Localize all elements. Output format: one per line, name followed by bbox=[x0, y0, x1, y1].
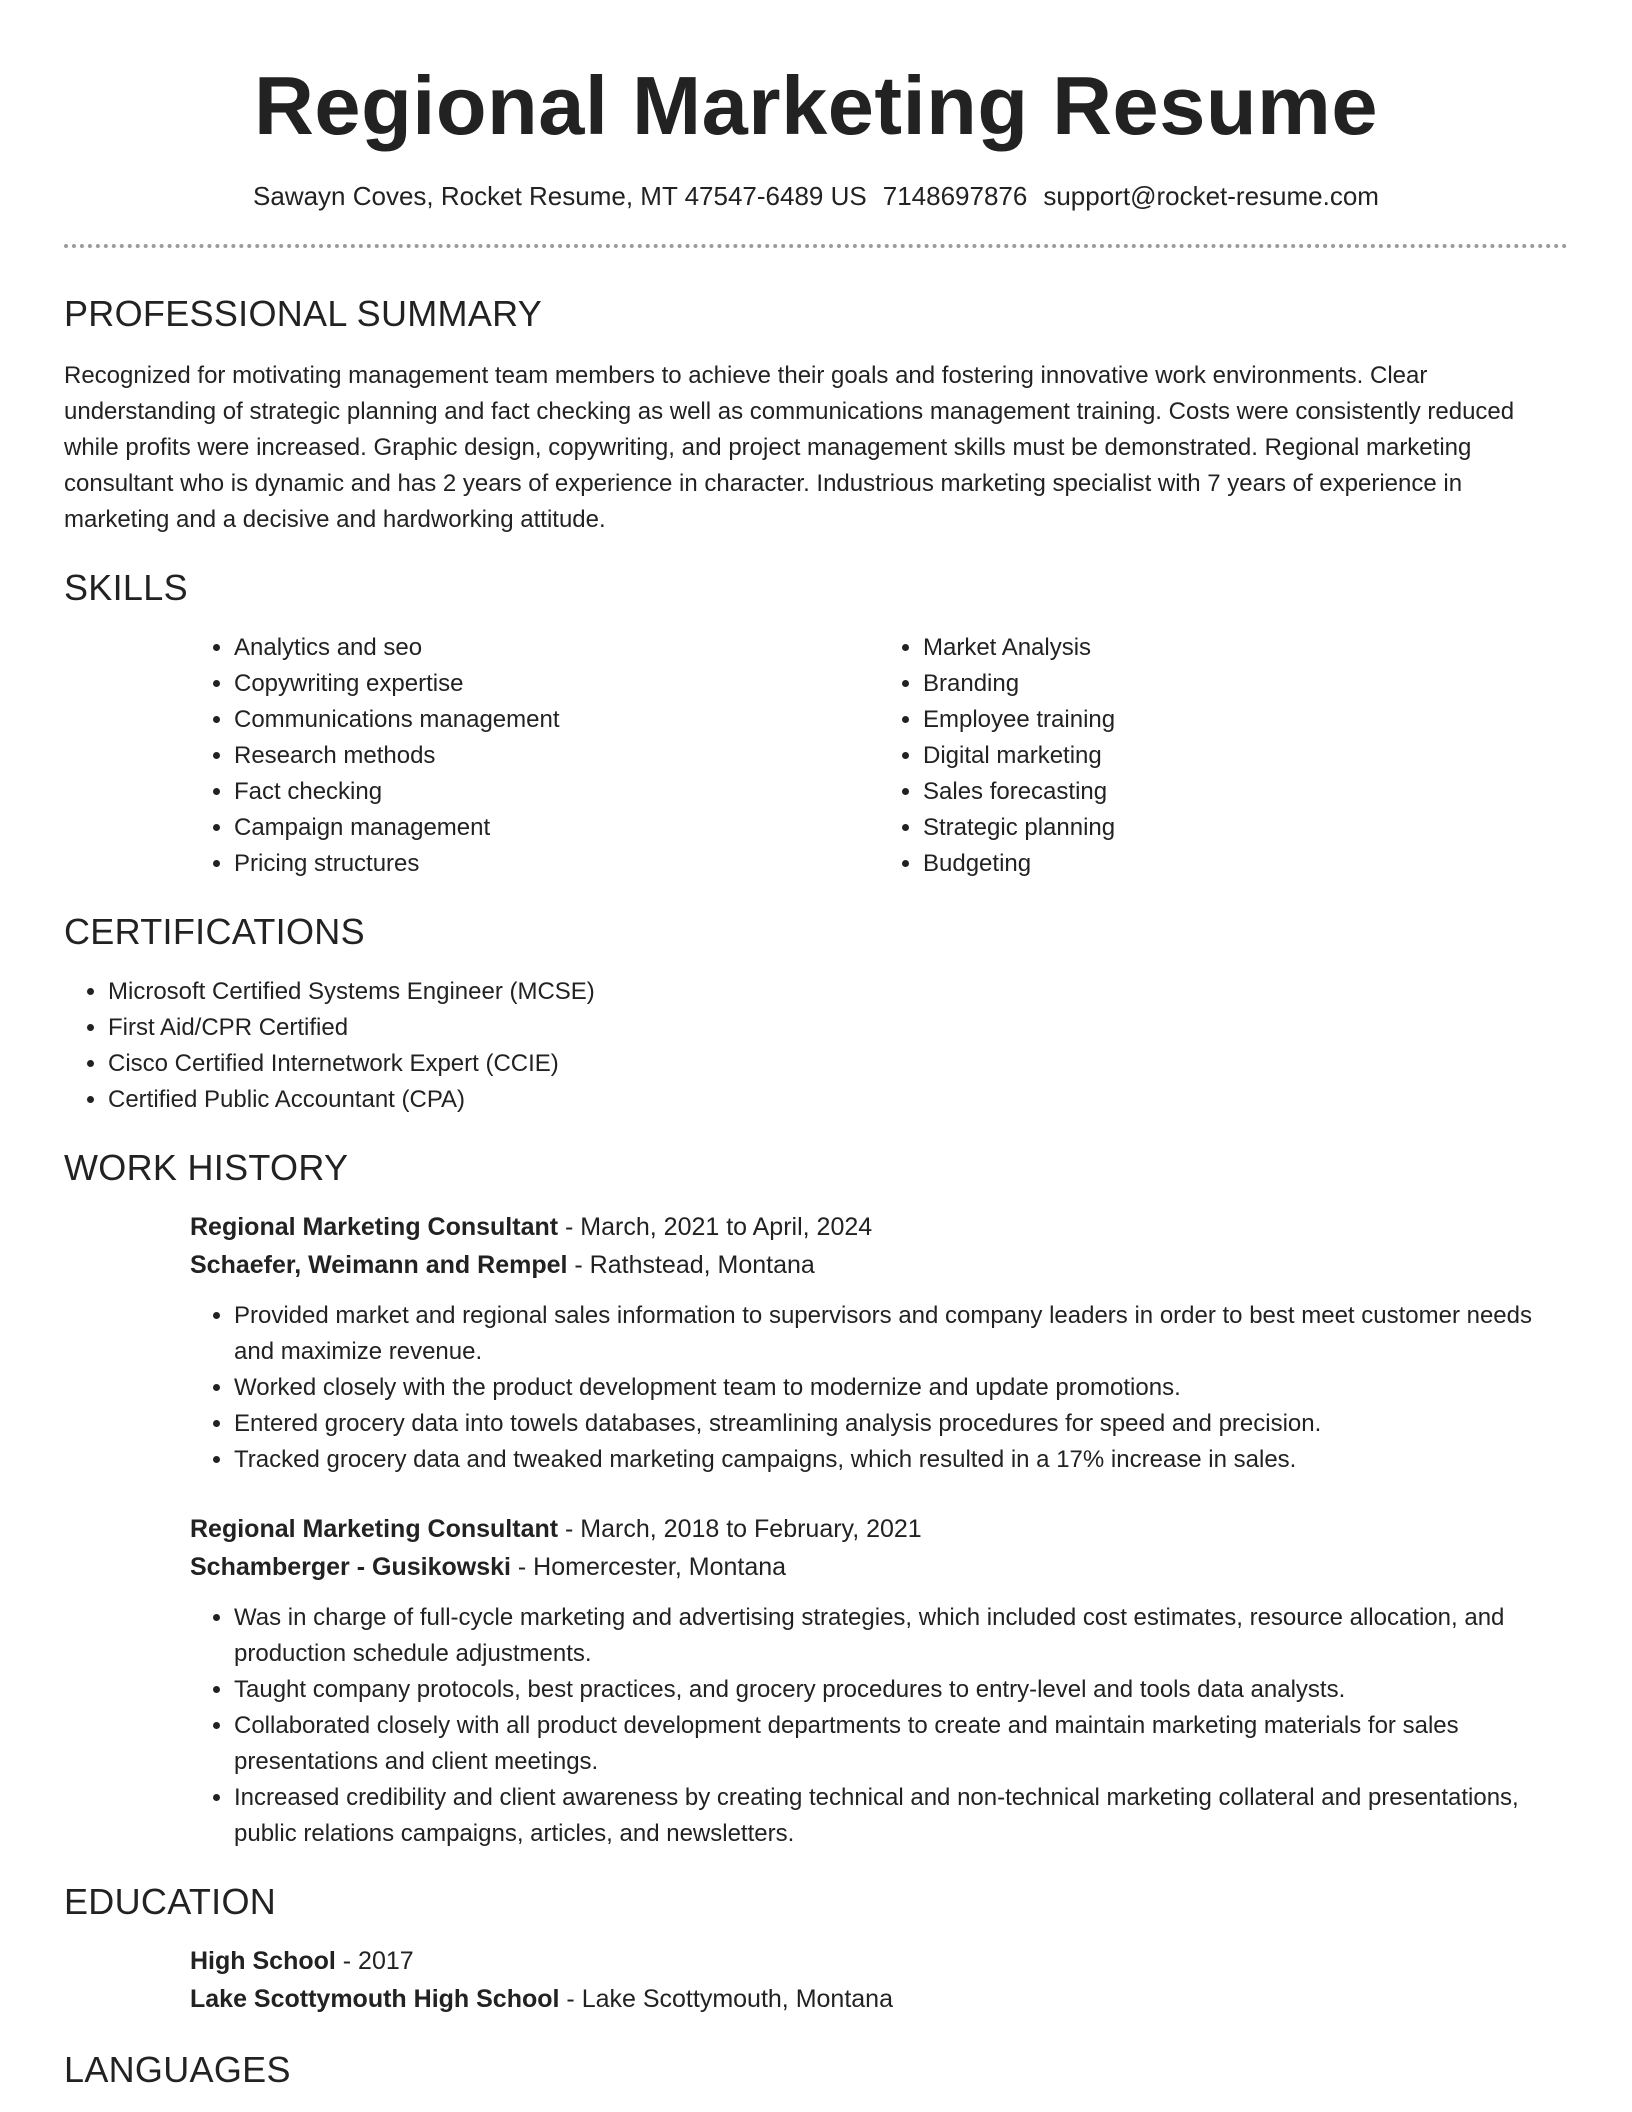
skill-item: • Research methods bbox=[234, 738, 879, 774]
job-company: Schaefer, Weimann and Rempel bbox=[190, 1251, 568, 1279]
certification-item: • Cisco Certified Internetwork Expert (CCIE) bbox=[108, 1046, 1568, 1082]
education-heading: EDUCATION bbox=[64, 1881, 277, 1922]
certification-item: • Microsoft Certified Systems Engineer (MCSE) bbox=[108, 974, 1568, 1010]
header-divider bbox=[64, 244, 1568, 248]
contact-address: Sawayn Coves, Rocket Resume, MT 47547-6489 US bbox=[253, 181, 867, 211]
job-location: - Homercester, Montana bbox=[510, 1553, 787, 1581]
job-company: Schamberger - Gusikowski bbox=[190, 1553, 511, 1581]
work-section bbox=[64, 1146, 1568, 1852]
summary-section bbox=[64, 292, 1568, 538]
education-location: - Lake Scottymouth, Montana bbox=[559, 1985, 893, 2013]
job-dates: - March, 2021 to April, 2024 bbox=[558, 1213, 873, 1241]
skills-section bbox=[64, 566, 1568, 882]
work-heading: WORK HISTORY bbox=[64, 1147, 349, 1188]
job-bullet: • Tracked grocery data and tweaked marketing campaigns, which resulted in a 17% increase in sales. bbox=[234, 1442, 1568, 1478]
contact-line bbox=[64, 180, 1568, 212]
education-section bbox=[64, 1880, 1568, 2018]
certification-item: • First Aid/CPR Certified bbox=[108, 1010, 1568, 1046]
skills-list-left bbox=[190, 630, 879, 882]
skill-item: • Communications management bbox=[234, 702, 879, 738]
job-bullet: • Entered grocery data into towels databases, streamlining analysis procedures for speed and precision. bbox=[234, 1406, 1568, 1442]
job-bullet: • Increased credibility and client awareness by creating technical and non-technical marketing collateral and presentations, public relations campaigns, articles, and newsletters. bbox=[234, 1780, 1568, 1852]
job-title-line bbox=[190, 1208, 1568, 1246]
job-bullets bbox=[190, 1298, 1568, 1478]
languages-section bbox=[64, 2048, 1568, 2092]
skill-item: • Branding bbox=[923, 666, 1568, 702]
job-bullet: • Worked closely with the product development team to modernize and update promotions. bbox=[234, 1370, 1568, 1406]
certifications-heading: CERTIFICATIONS bbox=[64, 911, 365, 952]
skill-item: • Analytics and seo bbox=[234, 630, 879, 666]
job-bullet: • Collaborated closely with all product development departments to create and maintain marketing materials for sales presentations and client meetings. bbox=[234, 1708, 1568, 1780]
job-bullet: • Was in charge of full-cycle marketing and advertising strategies, which included cost estimates, resource allocation, and production schedule adjustments. bbox=[234, 1600, 1568, 1672]
job-title: Regional Marketing Consultant bbox=[190, 1515, 559, 1543]
education-school-line bbox=[190, 1980, 1568, 2018]
job-entry bbox=[190, 1208, 1568, 1478]
resume-page bbox=[64, 0, 1568, 2092]
skill-item: • Campaign management bbox=[234, 810, 879, 846]
languages-heading: LANGUAGES bbox=[64, 2049, 291, 2090]
skill-item: • Pricing structures bbox=[234, 846, 879, 882]
skills-grid bbox=[190, 630, 1568, 882]
skill-item: • Market Analysis bbox=[923, 630, 1568, 666]
skills-heading: SKILLS bbox=[64, 567, 188, 608]
summary-text: Recognized for motivating management team members to achieve their goals and fostering innovative work environments. Clear understanding of strategic planning and fact checking as well as communications management training. Costs were consistently reduced while profits were increased. Graphic design, copywriting, and project management skills must be demonstrated. Regional marketing consultant who is dynamic and has 2 years of experience in character. Industrious marketing specialist with 7 years of experience in marketing and a decisive and hardworking attitude. bbox=[64, 362, 1515, 533]
resume-title: Regional Marketing Resume bbox=[253, 59, 1379, 152]
job-company-line bbox=[190, 1548, 1568, 1586]
education-degree: High School bbox=[190, 1947, 336, 1975]
job-bullet: • Taught company protocols, best practices, and grocery procedures to entry-level and tools data analysts. bbox=[234, 1672, 1568, 1708]
job-title-line bbox=[190, 1510, 1568, 1548]
job-entry bbox=[190, 1510, 1568, 1852]
education-school: Lake Scottymouth High School bbox=[190, 1985, 560, 2013]
job-title: Regional Marketing Consultant bbox=[190, 1213, 559, 1241]
certifications-section bbox=[64, 910, 1568, 1118]
contact-email: support@rocket-resume.com bbox=[1043, 181, 1379, 211]
job-bullets bbox=[190, 1600, 1568, 1852]
education-degree-line bbox=[190, 1942, 1568, 1980]
job-dates: - March, 2018 to February, 2021 bbox=[558, 1515, 922, 1543]
certifications-list bbox=[64, 974, 1568, 1118]
skill-item: • Sales forecasting bbox=[923, 774, 1568, 810]
job-location: - Rathstead, Montana bbox=[567, 1251, 815, 1279]
job-bullet: • Provided market and regional sales information to supervisors and company leaders in order to best meet customer needs and maximize revenue. bbox=[234, 1298, 1568, 1370]
skills-list-right bbox=[879, 630, 1568, 882]
summary-heading: PROFESSIONAL SUMMARY bbox=[64, 293, 543, 334]
contact-phone: 7148697876 bbox=[882, 181, 1028, 211]
skill-item: • Digital marketing bbox=[923, 738, 1568, 774]
skill-item: • Employee training bbox=[923, 702, 1568, 738]
skill-item: • Budgeting bbox=[923, 846, 1568, 882]
education-year: - 2017 bbox=[335, 1947, 414, 1975]
skill-item: • Strategic planning bbox=[923, 810, 1568, 846]
education-entry bbox=[190, 1942, 1568, 2018]
certification-item: • Certified Public Accountant (CPA) bbox=[108, 1082, 1568, 1118]
skill-item: • Fact checking bbox=[234, 774, 879, 810]
job-company-line bbox=[190, 1246, 1568, 1284]
skill-item: • Copywriting expertise bbox=[234, 666, 879, 702]
